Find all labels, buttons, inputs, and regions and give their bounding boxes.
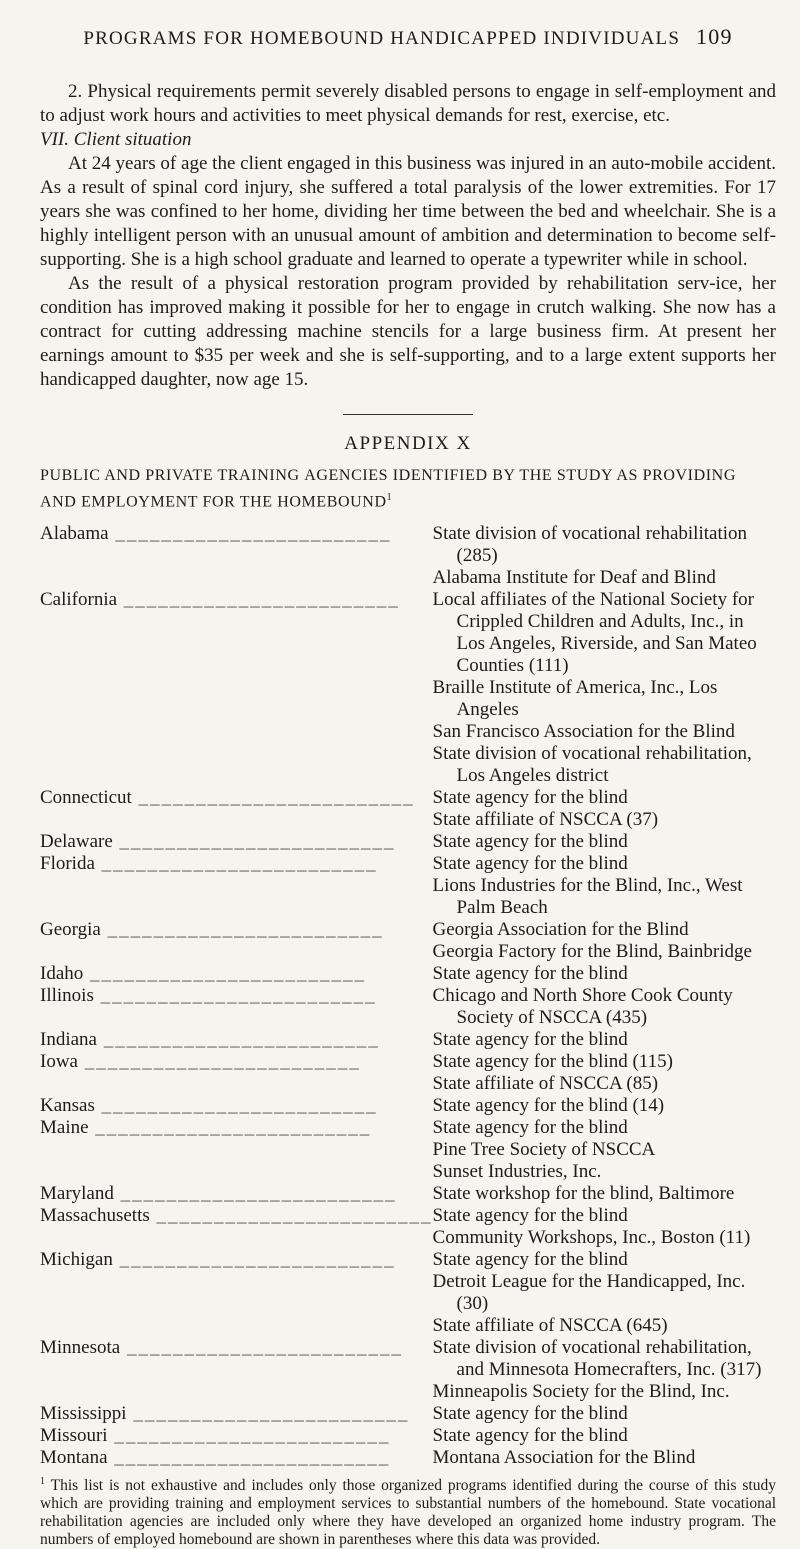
- agencies-table: [40, 523, 776, 1469]
- agency-list: [433, 1051, 776, 1095]
- leader-dots: ________________________: [83, 963, 367, 985]
- agency-row: [40, 523, 776, 589]
- agency-entry: State agency for the blind: [432, 1425, 628, 1447]
- state-name: [40, 1403, 433, 1425]
- agency-entry: Minneapolis Society for the Blind, Inc.: [432, 1381, 730, 1403]
- agency-list: [433, 1095, 776, 1117]
- appendix-title: APPENDIX X: [344, 433, 472, 454]
- appendix-subtitle-left: PUBLIC AND PRIVATE TRAINING: [40, 467, 300, 484]
- leader-dots: ________________________: [112, 1249, 396, 1271]
- agency-entry: State agency for the blind (115): [432, 1051, 673, 1073]
- agency-row: [40, 1403, 776, 1425]
- leader-dots: ________________________: [107, 1425, 391, 1447]
- footnote-mark: 1: [40, 1476, 45, 1488]
- section-7-heading: VII. Client situation: [40, 129, 192, 150]
- agency-row: [40, 1425, 776, 1447]
- state-label: Massachusetts: [40, 1205, 150, 1227]
- state-label: Connecticut: [40, 787, 132, 809]
- agency-entry: State agency for the blind: [432, 1029, 628, 1051]
- agency-list: [433, 523, 776, 589]
- agency-row: [40, 853, 776, 919]
- agency-entry: Community Workshops, Inc., Boston (11): [432, 1227, 751, 1249]
- agency-entry: Detroit League for the Handicapped, Inc. (30): [432, 1271, 746, 1315]
- section-7-paragraph-2: As the result of a physical restoration program provided by rehabilitation serv-ice, her condition has improved making it possible for her to engage in crutch walking. She now has a contract for cutting addressing machine stencils for a large business firm. At present her earnings amount to $35 per week and she is self-supporting, and to a large extent supports her handicapped daughter, now age 15.: [40, 273, 776, 390]
- agency-entry: Chicago and North Shore Cook County Society of NSCCA (435): [432, 985, 733, 1029]
- state-name: [40, 787, 433, 831]
- agency-row: [40, 831, 776, 853]
- agency-entry: State affiliate of NSCCA (645): [432, 1315, 668, 1337]
- leader-dots: ________________________: [120, 1337, 403, 1359]
- footnote: [40, 1473, 776, 1549]
- agency-entry: Local affiliates of the National Society for Crippled Children and Adults, Inc., in Los Angeles, Riverside, and San Mateo Counties (111): [432, 589, 757, 677]
- leader-dots: ________________________: [100, 919, 384, 941]
- state-label: Mississippi: [40, 1403, 127, 1425]
- agency-entry: Lions Industries for the Blind, Inc., West Palm Beach: [432, 875, 743, 919]
- state-label: Missouri: [40, 1425, 108, 1447]
- state-label: Montana: [40, 1447, 108, 1469]
- agency-list: [433, 1425, 776, 1447]
- state-label: Maryland: [40, 1183, 114, 1205]
- state-label: Florida: [40, 853, 95, 875]
- leader-dots: ________________________: [93, 985, 377, 1007]
- agency-list: [433, 1403, 776, 1425]
- agency-row: [40, 963, 776, 985]
- agency-entry: State workshop for the blind, Baltimore: [432, 1183, 735, 1205]
- agency-entry: State division of vocational rehabilitation (285): [432, 523, 747, 567]
- state-name: [40, 1051, 433, 1095]
- item-2-paragraph: 2. Physical requirements permit severely disabled persons to engage in self-employment and to adjust work hours and activities to meet physical demands for rest, exercise, etc.: [40, 81, 776, 126]
- state-name: [40, 1447, 433, 1469]
- agency-row: [40, 589, 776, 787]
- agency-list: [433, 919, 776, 963]
- page-number: 109: [696, 24, 733, 49]
- leader-dots: ________________________: [88, 1117, 372, 1139]
- state-label: Kansas: [40, 1095, 95, 1117]
- agency-entry: San Francisco Association for the Blind: [432, 721, 735, 743]
- agency-list: [433, 831, 776, 853]
- state-name: [40, 1095, 433, 1117]
- agency-row: [40, 1029, 776, 1051]
- agency-entry: Georgia Association for the Blind: [432, 919, 689, 941]
- state-name: [40, 1183, 433, 1205]
- running-head-title: PROGRAMS FOR HOMEBOUND HANDICAPPED INDIVIDUALS: [83, 28, 681, 49]
- agency-entry: Braille Institute of America, Inc., Los Angeles: [432, 677, 718, 721]
- agency-entry: Alabama Institute for Deaf and Blind: [432, 567, 716, 589]
- appendix-footnote-mark: 1: [386, 492, 393, 503]
- agency-list: [433, 589, 776, 787]
- agency-list: [433, 1029, 776, 1051]
- state-label: Minnesota: [40, 1337, 121, 1359]
- agency-entry: State agency for the blind: [432, 1249, 628, 1271]
- state-name: [40, 1425, 433, 1447]
- footnote-text: This list is not exhaustive and includes only those organized programs identified during the course of this study which are providing training and employment services to substantial numbers of the homebound. State vocational rehabilitation agencies are included only where they have developed an organized home industry program. The numbers of employed homebound are shown in parentheses where this data was provided.: [40, 1477, 776, 1549]
- agency-entry: State agency for the blind: [432, 787, 628, 809]
- state-label: Illinois: [40, 985, 94, 1007]
- agency-row: [40, 985, 776, 1029]
- running-head: [40, 24, 776, 50]
- agency-entry: State division of vocational rehabilitation, Los Angeles district: [432, 743, 752, 787]
- state-name: [40, 1249, 433, 1337]
- agency-entry: State affiliate of NSCCA (85): [432, 1073, 659, 1095]
- agency-entry: State agency for the blind (14): [432, 1095, 665, 1117]
- state-label: Delaware: [40, 831, 113, 853]
- agency-row: [40, 1205, 776, 1249]
- state-name: [40, 1205, 433, 1249]
- agency-list: [433, 1337, 776, 1403]
- agency-row: [40, 1337, 776, 1403]
- agency-entry: State agency for the blind: [432, 1117, 628, 1139]
- state-name: [40, 831, 433, 853]
- state-name: [40, 1029, 433, 1051]
- agency-list: [433, 1205, 776, 1249]
- state-label: Iowa: [40, 1051, 78, 1073]
- state-label: Idaho: [40, 963, 84, 985]
- agency-entry: Sunset Industries, Inc.: [432, 1161, 602, 1183]
- state-label: Indiana: [40, 1029, 97, 1051]
- leader-dots: ________________________: [117, 589, 400, 611]
- state-name: [40, 523, 433, 589]
- state-label: California: [40, 589, 118, 611]
- state-name: [40, 963, 433, 985]
- agency-list: [433, 985, 776, 1029]
- agency-entry: State affiliate of NSCCA (37): [432, 809, 659, 831]
- agency-entry: State agency for the blind: [432, 1205, 628, 1227]
- leader-dots: ________________________: [126, 1403, 410, 1425]
- section-divider: [343, 414, 473, 415]
- leader-dots: ________________________: [112, 831, 396, 853]
- state-label: Georgia: [40, 919, 101, 941]
- agency-list: [433, 1183, 776, 1205]
- state-name: [40, 1117, 433, 1183]
- appendix-subtitle-right: AGENCIES IDENTIFIED BY THE STUDY AS PROVIDING AND EMPLOYMENT FOR THE HOMEBOUND: [40, 467, 736, 511]
- agency-row: [40, 1117, 776, 1183]
- leader-dots: ________________________: [77, 1051, 361, 1073]
- section-7-paragraph-1: At 24 years of age the client engaged in this business was injured in an auto-mobile accident. As a result of spinal cord injury, she suffered a total paralysis of the lower extremities. For 17 years she was confined to her home, dividing her time between the bed and wheelchair. She is a highly intelligent person with an unusual amount of ambition and determination to become self-supporting. She is a high school graduate and learned to operate a typewriter while in school.: [40, 153, 776, 270]
- leader-dots: ________________________: [113, 1183, 397, 1205]
- agency-entry: State agency for the blind: [432, 1403, 628, 1425]
- state-label: Alabama: [40, 523, 109, 545]
- agency-row: [40, 1051, 776, 1095]
- leader-dots: ________________________: [108, 523, 392, 545]
- state-label: Maine: [40, 1117, 89, 1139]
- agency-list: [433, 853, 776, 919]
- leader-dots: ________________________: [131, 787, 415, 809]
- agency-entry: State agency for the blind: [432, 963, 628, 985]
- agency-entry: Pine Tree Society of NSCCA: [432, 1139, 656, 1161]
- state-name: [40, 919, 433, 963]
- state-label: Michigan: [40, 1249, 113, 1271]
- agency-entry: State agency for the blind: [432, 831, 628, 853]
- agency-row: [40, 1095, 776, 1117]
- agency-list: [433, 1117, 776, 1183]
- agency-row: [40, 1447, 776, 1469]
- leader-dots: ________________________: [149, 1205, 433, 1227]
- agency-row: [40, 1249, 776, 1337]
- state-name: [40, 853, 433, 919]
- agency-entry: Montana Association for the Blind: [432, 1447, 696, 1469]
- state-name: [40, 1337, 433, 1403]
- agency-list: [433, 963, 776, 985]
- leader-dots: ________________________: [107, 1447, 391, 1469]
- agency-list: [433, 787, 776, 831]
- appendix-subtitle: [40, 465, 776, 513]
- state-name: [40, 589, 433, 787]
- agency-entry: Georgia Factory for the Blind, Bainbridge: [432, 941, 752, 963]
- agency-list: [433, 1249, 776, 1337]
- agency-entry: State agency for the blind: [432, 853, 628, 875]
- agency-list: [433, 1447, 776, 1469]
- agency-row: [40, 1183, 776, 1205]
- agency-entry: State division of vocational rehabilitation, and Minnesota Homecrafters, Inc. (317): [432, 1337, 762, 1381]
- agency-row: [40, 787, 776, 831]
- leader-dots: ________________________: [96, 1029, 380, 1051]
- leader-dots: ________________________: [94, 853, 378, 875]
- state-name: [40, 985, 433, 1029]
- leader-dots: ________________________: [94, 1095, 378, 1117]
- agency-row: [40, 919, 776, 963]
